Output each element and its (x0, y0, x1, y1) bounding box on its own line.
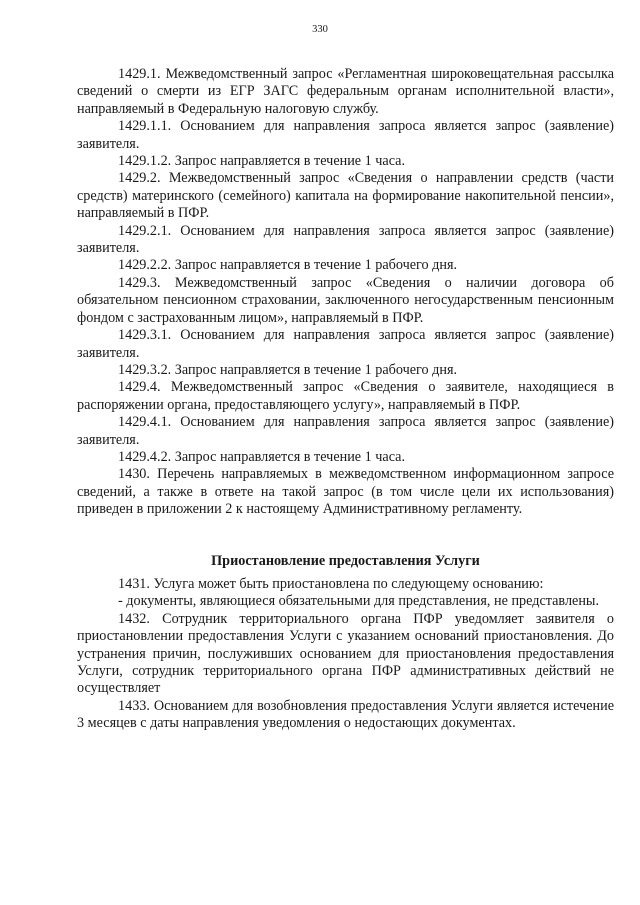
paragraph-1429-1-1: 1429.1.1. Основанием для направления запроса является запрос (заявление) заявителя. (77, 118, 614, 152)
paragraph-1431: 1431. Услуга может быть приостановлена по следующему основанию: (118, 575, 544, 592)
paragraph-1429-3-2: 1429.3.2. Запрос направляется в течение 1 рабочего дня. (118, 361, 458, 378)
paragraph-1433: 1433. Основанием для возобновления предоставления Услуги является истечение 3 месяцев с даты направления уведомления о недостающих документах. (77, 697, 614, 732)
paragraph-1431-item: - документы, являющиеся обязательными для представления, не представлены. (118, 593, 599, 610)
page-number: 330 (312, 24, 328, 35)
paragraph-1429-4: 1429.4. Межведомственный запрос «Сведения о заявителе, находящиеся в распоряжении органа, предоставляющего услугу», направляемый в ПФР. (77, 379, 614, 413)
paragraph-1429-4-1: 1429.4.1. Основанием для направления запроса является запрос (заявление) заявителя. (77, 414, 614, 448)
document-body (77, 66, 614, 733)
paragraph-1429-3: 1429.3. Межведомственный запрос «Сведения о наличии договора об обязательном пенсионном страховании, заключенного негосударственным пенсионным фондом с застрахованным лицом», направляемый в ПФР. (77, 274, 614, 326)
paragraph-1432: 1432. Сотрудник территориального органа ПФР уведомляет заявителя о приостановлении предоставления Услуги с указанием оснований приостановления. До устранения причин, послуживших основанием для приостановления предоставления Услуги, сотрудник территориального органа ПФР административных действий не осуществляет (77, 610, 614, 697)
paragraph-1429-1: 1429.1. Межведомственный запрос «Регламентная широковещательная рассылка сведений о смерти из ЕГР ЗАГС федеральным органам исполнительной власти», направляемый в Федеральную налоговую службу. (77, 66, 614, 117)
paragraph-1429-2: 1429.2. Межведомственный запрос «Сведения о направлении средств (части средств) материнского (семейного) капитала на формирование накопительной пенсии», направляемый в ПФР. (77, 170, 614, 222)
paragraph-1429-4-2: 1429.4.2. Запрос направляется в течение 1 часа. (118, 448, 406, 465)
section-heading: Приостановление предоставления Услуги (211, 552, 480, 569)
paragraph-1429-2-1: 1429.2.1. Основанием для направления запроса является запрос (заявление) заявителя. (77, 222, 614, 257)
paragraph-1430: 1430. Перечень направляемых в межведомственном информационном запросе сведений, а также в ответе на такой запрос (в том числе цели их использования) приведен в приложении 2 к настоящему Административному регламенту. (77, 466, 614, 518)
section-spacer (77, 519, 614, 553)
paragraph-1429-1-2: 1429.1.2. Запрос направляется в течение 1 часа. (118, 153, 406, 170)
paragraph-1429-2-2: 1429.2.2. Запрос направляется в течение 1 рабочего дня. (118, 257, 458, 274)
paragraph-1429-3-1: 1429.3.1. Основанием для направления запроса является запрос (заявление) заявителя. (77, 327, 614, 361)
